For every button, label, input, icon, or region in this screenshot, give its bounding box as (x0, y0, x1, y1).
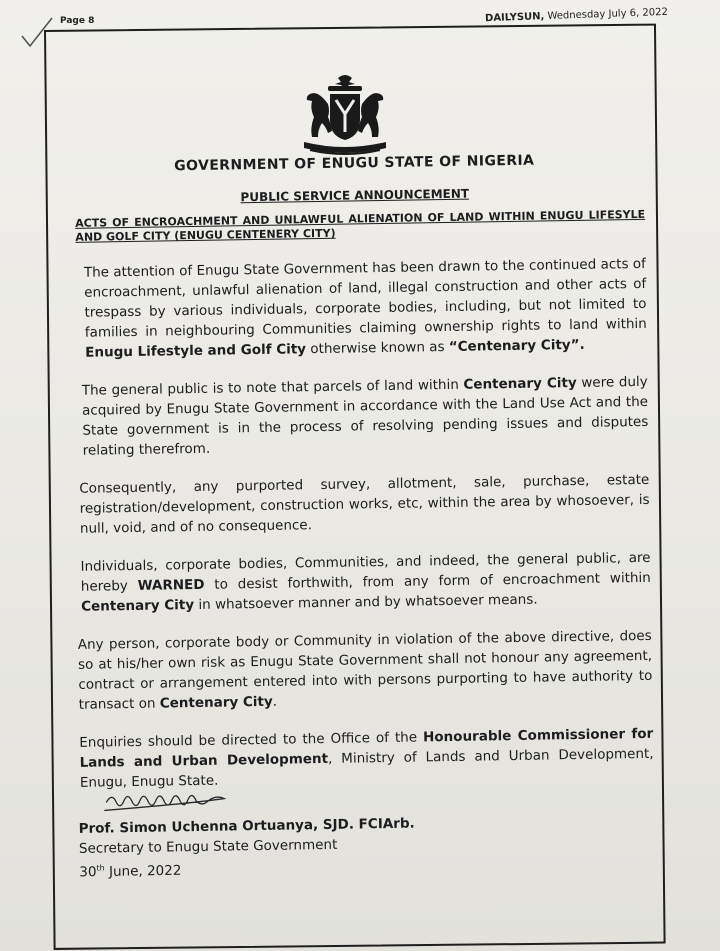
newspaper-name: DAILYSUN, (484, 11, 545, 25)
newspaper-header (485, 7, 668, 24)
paragraph-text: were duly acquired by Enugu State Government in accordance with the Land Use Act and the State government is in the process of resolving pending issues and disputes relating therefrom. (81, 373, 649, 459)
page-number: Page 8 (60, 16, 95, 26)
emphasis-text: Enugu Lifestyle and Golf City (85, 341, 307, 361)
paragraph-text: , Ministry of Lands and Urban Development, Enugu, Enugu State. (79, 745, 654, 791)
paragraph-consequently: Consequently, any purported survey, allotment, sale, purchase, estate registration/development, construction works, etc, within the area by whosoever, is null, void, and of no consequence. (79, 471, 650, 537)
paragraph-text: to desist forthwith, from any form of encroachment within (204, 569, 651, 593)
paragraph-notice (82, 372, 649, 461)
government-title: GOVERNMENT OF ENUGU STATE OF NIGERIA (174, 152, 535, 175)
paragraph-enquiries (79, 724, 654, 793)
paragraph-text: Enquiries should be directed to the Office of the (79, 729, 424, 751)
coat-of-arms-icon (290, 74, 400, 156)
paragraph-text: The attention of Enugu State Government has been drawn to the continued acts of encroachment, unlawful alienation of land, illegal construction and other acts of trespass by various individuals, corporate bodies, including, but not limited to families in neighbouring Communities claiming ownership rights to land within (83, 255, 647, 341)
date-suffix: th (96, 863, 105, 873)
handwritten-signature-icon (102, 783, 302, 812)
emphasis-text: Honourable Commissioner for Lands and Urban Development (79, 725, 654, 771)
emphasis-text: WARNED (137, 576, 205, 594)
publication-date: Wednesday July 6, 2022 (547, 6, 669, 23)
paragraph-text: Individuals, corporate bodies, Communities, and indeed, the general public, are hereby (80, 549, 651, 595)
paragraph-text: The general public is to note that parcels of land within (81, 376, 464, 399)
date-month-year: June, 2022 (104, 862, 182, 880)
paragraph-text: . (272, 693, 278, 710)
emphasis-text: “Centenary City”. (448, 336, 585, 355)
emphasis-text: Centenary City (159, 693, 273, 712)
emphasis-text: Centenary City (81, 597, 195, 615)
paragraph-warning (80, 548, 651, 617)
paragraph-text: Any person, corporate body or Community in violation of the above directive, does so at his/her own risk as Enugu State Government shall not honour any agreement, contract or arrangement entered into with persons purporting to have authority to transact on (77, 627, 653, 713)
emphasis-text: Centenary City (463, 374, 577, 393)
paragraph-text: in whatsoever manner and by whatsoever means. (193, 591, 538, 614)
date-day: 30 (79, 864, 97, 881)
announcement-subject: ACTS OF ENCROACHMENT AND UNLAWFUL ALIENATION OF LAND WITHIN ENUGU LIFESYLE AND GOLF CITY (ENUGU CENTENERY CITY) (75, 207, 646, 244)
announcement-body (64, 141, 655, 883)
signatory-name: Prof. Simon Uchenna Ortuanya, SJD. FCIArb. (78, 815, 415, 837)
signature-block (78, 784, 655, 883)
announcement-type: PUBLIC SERVICE ANNOUNCEMENT (240, 186, 470, 205)
paragraph-attention (84, 254, 648, 363)
signatory-position: Secretary to Enugu State Government (78, 836, 338, 857)
paragraph-text: otherwise known as (305, 338, 449, 358)
paragraph-violation (78, 626, 653, 715)
